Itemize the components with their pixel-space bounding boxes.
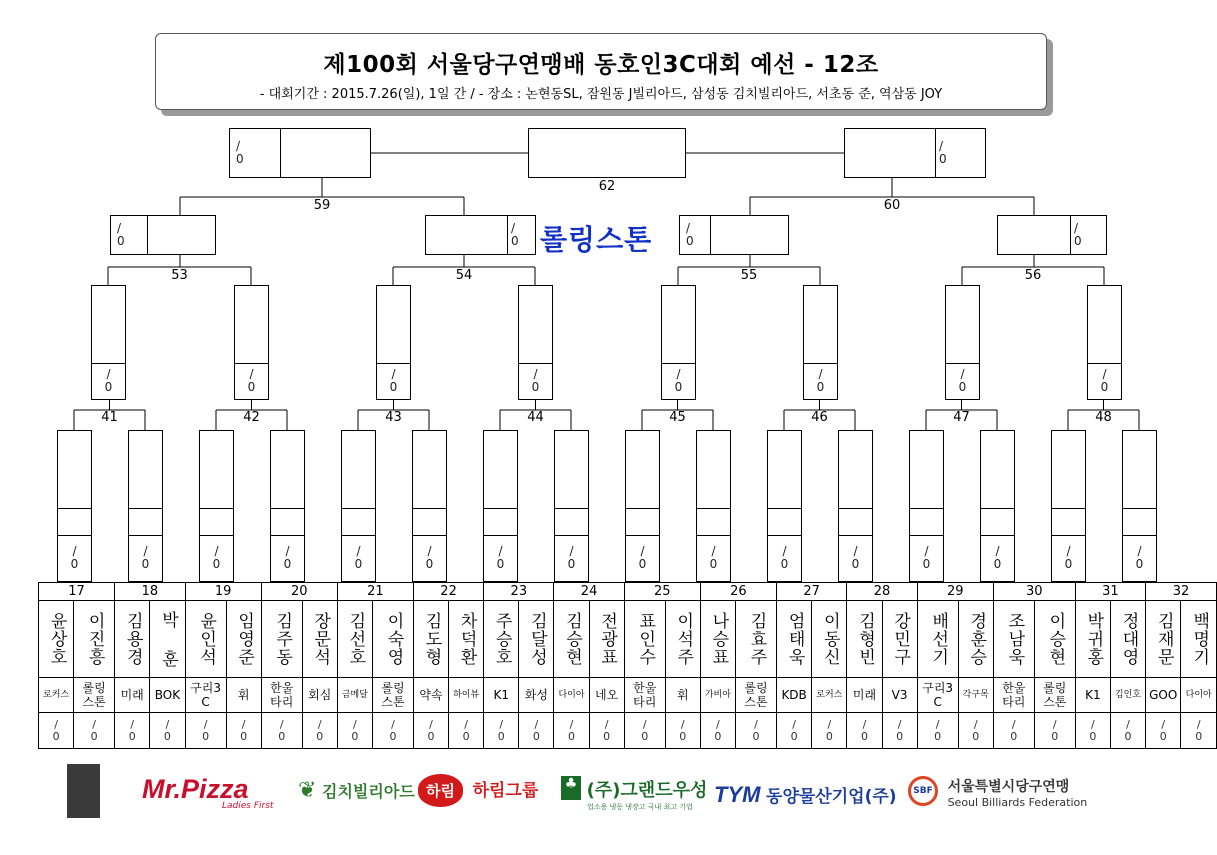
page-subtitle: - 대회기간 : 2015.7.26(일), 1일 간 / - 장소 : 논현동SL, 잠원동 J빌리아드, 삼성동 김치빌리아드, 서초동 준, 역삼동 JOY [259,87,943,102]
match-number: 20 [261,583,337,601]
sbf-emblem-icon: SBF [908,776,938,806]
match-number: 32 [1146,583,1217,601]
first-round-box [767,430,802,582]
player-name: 김재문 [1146,601,1181,678]
score-cell: / 0 [531,367,540,394]
tym-logo-icon: TYM [714,782,761,807]
player-score: / 0 [1146,713,1181,749]
semi-box-1 [110,215,216,255]
score-cell: / 0 [816,367,825,394]
score-cell: / 0 [212,544,221,571]
player-name: 박 훈 [150,601,185,678]
round16-number: 44 [527,410,544,425]
player-name: 윤인석 [185,601,226,678]
final-box-left [229,128,371,178]
match-number: 25 [624,583,700,601]
score-cell: / 0 [117,221,125,248]
quarter-number: 54 [455,268,473,283]
player-club: 로커스 [39,678,74,713]
player-name: 조남욱 [993,601,1034,678]
player-score: / 0 [39,713,74,749]
quarter-number: 55 [740,268,758,283]
final-box-right [844,128,986,178]
player-club: 하이뷰 [449,678,484,713]
first-round-box [696,430,731,582]
sponsor-grandwoosung-tagline: 업소용 냉동 냉장고 국내 최고 기업 [587,803,693,811]
sponsor-harim [418,774,538,807]
match-number: 21 [337,583,413,601]
first-round-box [625,430,660,582]
round16-number: 42 [243,410,260,425]
sponsor-kimchi-name: 김치빌리아드 [322,782,415,801]
winner-label: 롤링스톤 [540,223,653,256]
player-name: 백명기 [1181,601,1217,678]
score-cell: / 0 [780,544,789,571]
first-round-box [838,430,873,582]
player-club: 휘 [226,678,261,713]
match-number: 18 [115,583,185,601]
second-round-box [518,285,553,400]
score-cell: / 0 [686,221,694,248]
player-club: K1 [484,678,519,713]
player-name: 주승호 [484,601,519,678]
player-club: 롤링스톤 [735,678,776,713]
player-name: 전광표 [589,601,624,678]
match-number: 19 [185,583,261,601]
score-cell: / 0 [939,139,947,166]
player-score: / 0 [812,713,847,749]
first-round-box [199,430,234,582]
player-score: / 0 [226,713,261,749]
quarter-number: 53 [171,268,188,283]
score-cell: / 0 [709,544,718,571]
player-score: / 0 [449,713,484,749]
score-cell: / 0 [236,139,244,166]
player-club: KDB [776,678,811,713]
round16-number: 43 [385,410,402,425]
player-name: 경훈승 [958,601,993,678]
player-club: GOO [1146,678,1181,713]
score-cell: / 0 [1064,544,1073,571]
player-club: 다이아 [1181,678,1217,713]
player-name: 차덕환 [449,601,484,678]
sponsor-grandwoosung-name: (주)그랜드우성 [586,780,708,801]
player-name: 이동신 [812,601,847,678]
player-name: 나승표 [700,601,735,678]
match-number: 17 [39,583,115,601]
player-score: / 0 [1110,713,1145,749]
first-round-box [412,430,447,582]
player-score: / 0 [484,713,519,749]
second-round-box [376,285,411,400]
semi-box-2 [425,215,536,255]
score-cell: / 0 [1074,221,1082,248]
score-cell: / 0 [70,544,79,571]
semi-box-4 [997,215,1107,255]
match-number: 30 [993,583,1075,601]
player-name: 김달성 [519,601,554,678]
player-score: / 0 [589,713,624,749]
player-score: / 0 [302,713,337,749]
player-score: / 0 [413,713,448,749]
sponsor-tym-name: 동양물산기업(주) [766,787,897,807]
first-round-box [980,430,1015,582]
first-round-box [128,430,163,582]
match-number: 24 [554,583,624,601]
match-number: 23 [484,583,554,601]
second-round-box [1087,285,1122,400]
harim-logo-icon: 하림 [418,774,463,807]
player-score: / 0 [624,713,665,749]
player-score: / 0 [74,713,115,749]
player-name: 강민구 [882,601,917,678]
player-name: 김승현 [554,601,589,678]
score-cell: / 0 [104,367,113,394]
score-cell: / 0 [496,544,505,571]
second-round-box [803,285,838,400]
player-club: 각구목 [958,678,993,713]
round16-number: 41 [101,410,118,425]
player-score: / 0 [993,713,1034,749]
match-number: 22 [413,583,483,601]
player-club: 구리3C [917,678,958,713]
sponsor-harim-name: 하림그룹 [472,781,539,801]
final-number: 62 [598,179,616,194]
page-title: 제100회 서울당구연맹배 동호인3C대회 예선 - 12조 [323,52,879,78]
player-club: 화성 [519,678,554,713]
player-club: 구리3C [185,678,226,713]
score-cell: / 0 [567,544,576,571]
semi-number: 60 [883,198,901,213]
score-cell: / 0 [247,367,256,394]
player-name: 김용경 [115,601,150,678]
player-score: / 0 [735,713,776,749]
player-name: 장문석 [302,601,337,678]
player-name: 이승현 [1034,601,1075,678]
player-score: / 0 [337,713,372,749]
first-round-box [909,430,944,582]
sponsor-bar [0,760,1217,830]
player-club: 롤링스톤 [1034,678,1075,713]
match-number: 29 [917,583,993,601]
player-club: 미래 [847,678,882,713]
player-name: 김도형 [413,601,448,678]
score-cell: / 0 [638,544,647,571]
first-round-box [341,430,376,582]
first-round-box [57,430,92,582]
player-club: 네오 [589,678,624,713]
score-cell: / 0 [1100,367,1109,394]
score-cell: / 0 [851,544,860,571]
player-club: 다이아 [554,678,589,713]
player-score: / 0 [261,713,302,749]
player-name: 이숙영 [372,601,413,678]
score-cell: / 0 [283,544,292,571]
match-number: 31 [1075,583,1145,601]
player-score: / 0 [1181,713,1217,749]
second-round-box [661,285,696,400]
player-score: / 0 [1075,713,1110,749]
player-club: 회심 [302,678,337,713]
score-cell: / 0 [993,544,1002,571]
player-score: / 0 [958,713,993,749]
semi-box-3 [679,215,789,255]
player-score: / 0 [917,713,958,749]
player-name: 엄태욱 [776,601,811,678]
player-name: 김형빈 [847,601,882,678]
player-club: 가비아 [700,678,735,713]
sponsor-mrpizza-tagline: Ladies First [222,801,274,811]
quarter-number: 56 [1024,268,1042,283]
player-club: 미래 [115,678,150,713]
player-score: / 0 [1034,713,1075,749]
first-round-box [270,430,305,582]
player-name: 김주동 [261,601,302,678]
sponsor-sbf [908,776,1087,809]
round16-number: 46 [811,410,828,425]
player-score: / 0 [700,713,735,749]
player-club: 약속 [413,678,448,713]
player-name: 임영준 [226,601,261,678]
first-round-box [1051,430,1086,582]
match-number: 28 [847,583,917,601]
grandwoosung-logo-icon: ♣ [561,776,581,800]
player-table [38,582,1217,749]
player-name: 김효주 [735,601,776,678]
player-score: / 0 [776,713,811,749]
first-round-box [554,430,589,582]
player-club: K1 [1075,678,1110,713]
player-score: / 0 [882,713,917,749]
semi-number: 59 [313,198,331,213]
round16-number: 45 [669,410,686,425]
round16-number: 48 [1095,410,1112,425]
player-name: 김선호 [337,601,372,678]
score-cell: / 0 [141,544,150,571]
champion-box [528,128,686,178]
player-club: 한울타리 [993,678,1034,713]
match-number: 26 [700,583,776,601]
player-name: 박귀홍 [1075,601,1110,678]
match-number: 27 [776,583,846,601]
player-score: / 0 [847,713,882,749]
player-score: / 0 [115,713,150,749]
first-round-box [1122,430,1157,582]
player-club: 롤링스톤 [74,678,115,713]
score-cell: / 0 [1135,544,1144,571]
player-club: V3 [882,678,917,713]
player-score: / 0 [519,713,554,749]
player-name: 이석주 [665,601,700,678]
player-name: 정대영 [1110,601,1145,678]
player-club: 휘 [665,678,700,713]
player-club: BOK [150,678,185,713]
score-cell: / 0 [511,221,519,248]
sponsor-grandwoosung [561,776,707,812]
score-cell: / 0 [354,544,363,571]
score-cell: / 0 [922,544,931,571]
player-club: 한울타리 [261,678,302,713]
player-club: 롤링스톤 [372,678,413,713]
sponsor-mrpizza-name: Mr.Pizza [142,774,249,804]
score-cell: / 0 [958,367,967,394]
leaf-icon: ❦ [298,778,317,803]
sponsor-kimchi [298,778,415,803]
player-club: 로커스 [812,678,847,713]
player-name: 이진흥 [74,601,115,678]
score-cell: / 0 [389,367,398,394]
player-score: / 0 [554,713,589,749]
score-cell: / 0 [425,544,434,571]
player-name: 윤상호 [39,601,74,678]
sponsor-sbf-name: 서울특별시당구연맹 [947,779,1070,795]
second-round-box [91,285,126,400]
round16-number: 47 [953,410,970,425]
player-club: 한울타리 [624,678,665,713]
player-score: / 0 [372,713,413,749]
second-round-box [234,285,269,400]
sponsor-tym [714,782,897,808]
second-round-box [945,285,980,400]
sponsor-sbf-tagline: Seoul Billiards Federation [947,796,1088,809]
player-club: 김인호 [1110,678,1145,713]
first-round-box [483,430,518,582]
player-score: / 0 [185,713,226,749]
player-name: 표인수 [624,601,665,678]
sponsor-mrpizza [142,774,273,811]
player-score: / 0 [150,713,185,749]
score-cell: / 0 [674,367,683,394]
player-score: / 0 [665,713,700,749]
player-club: 금메달 [337,678,372,713]
player-name: 배선기 [917,601,958,678]
